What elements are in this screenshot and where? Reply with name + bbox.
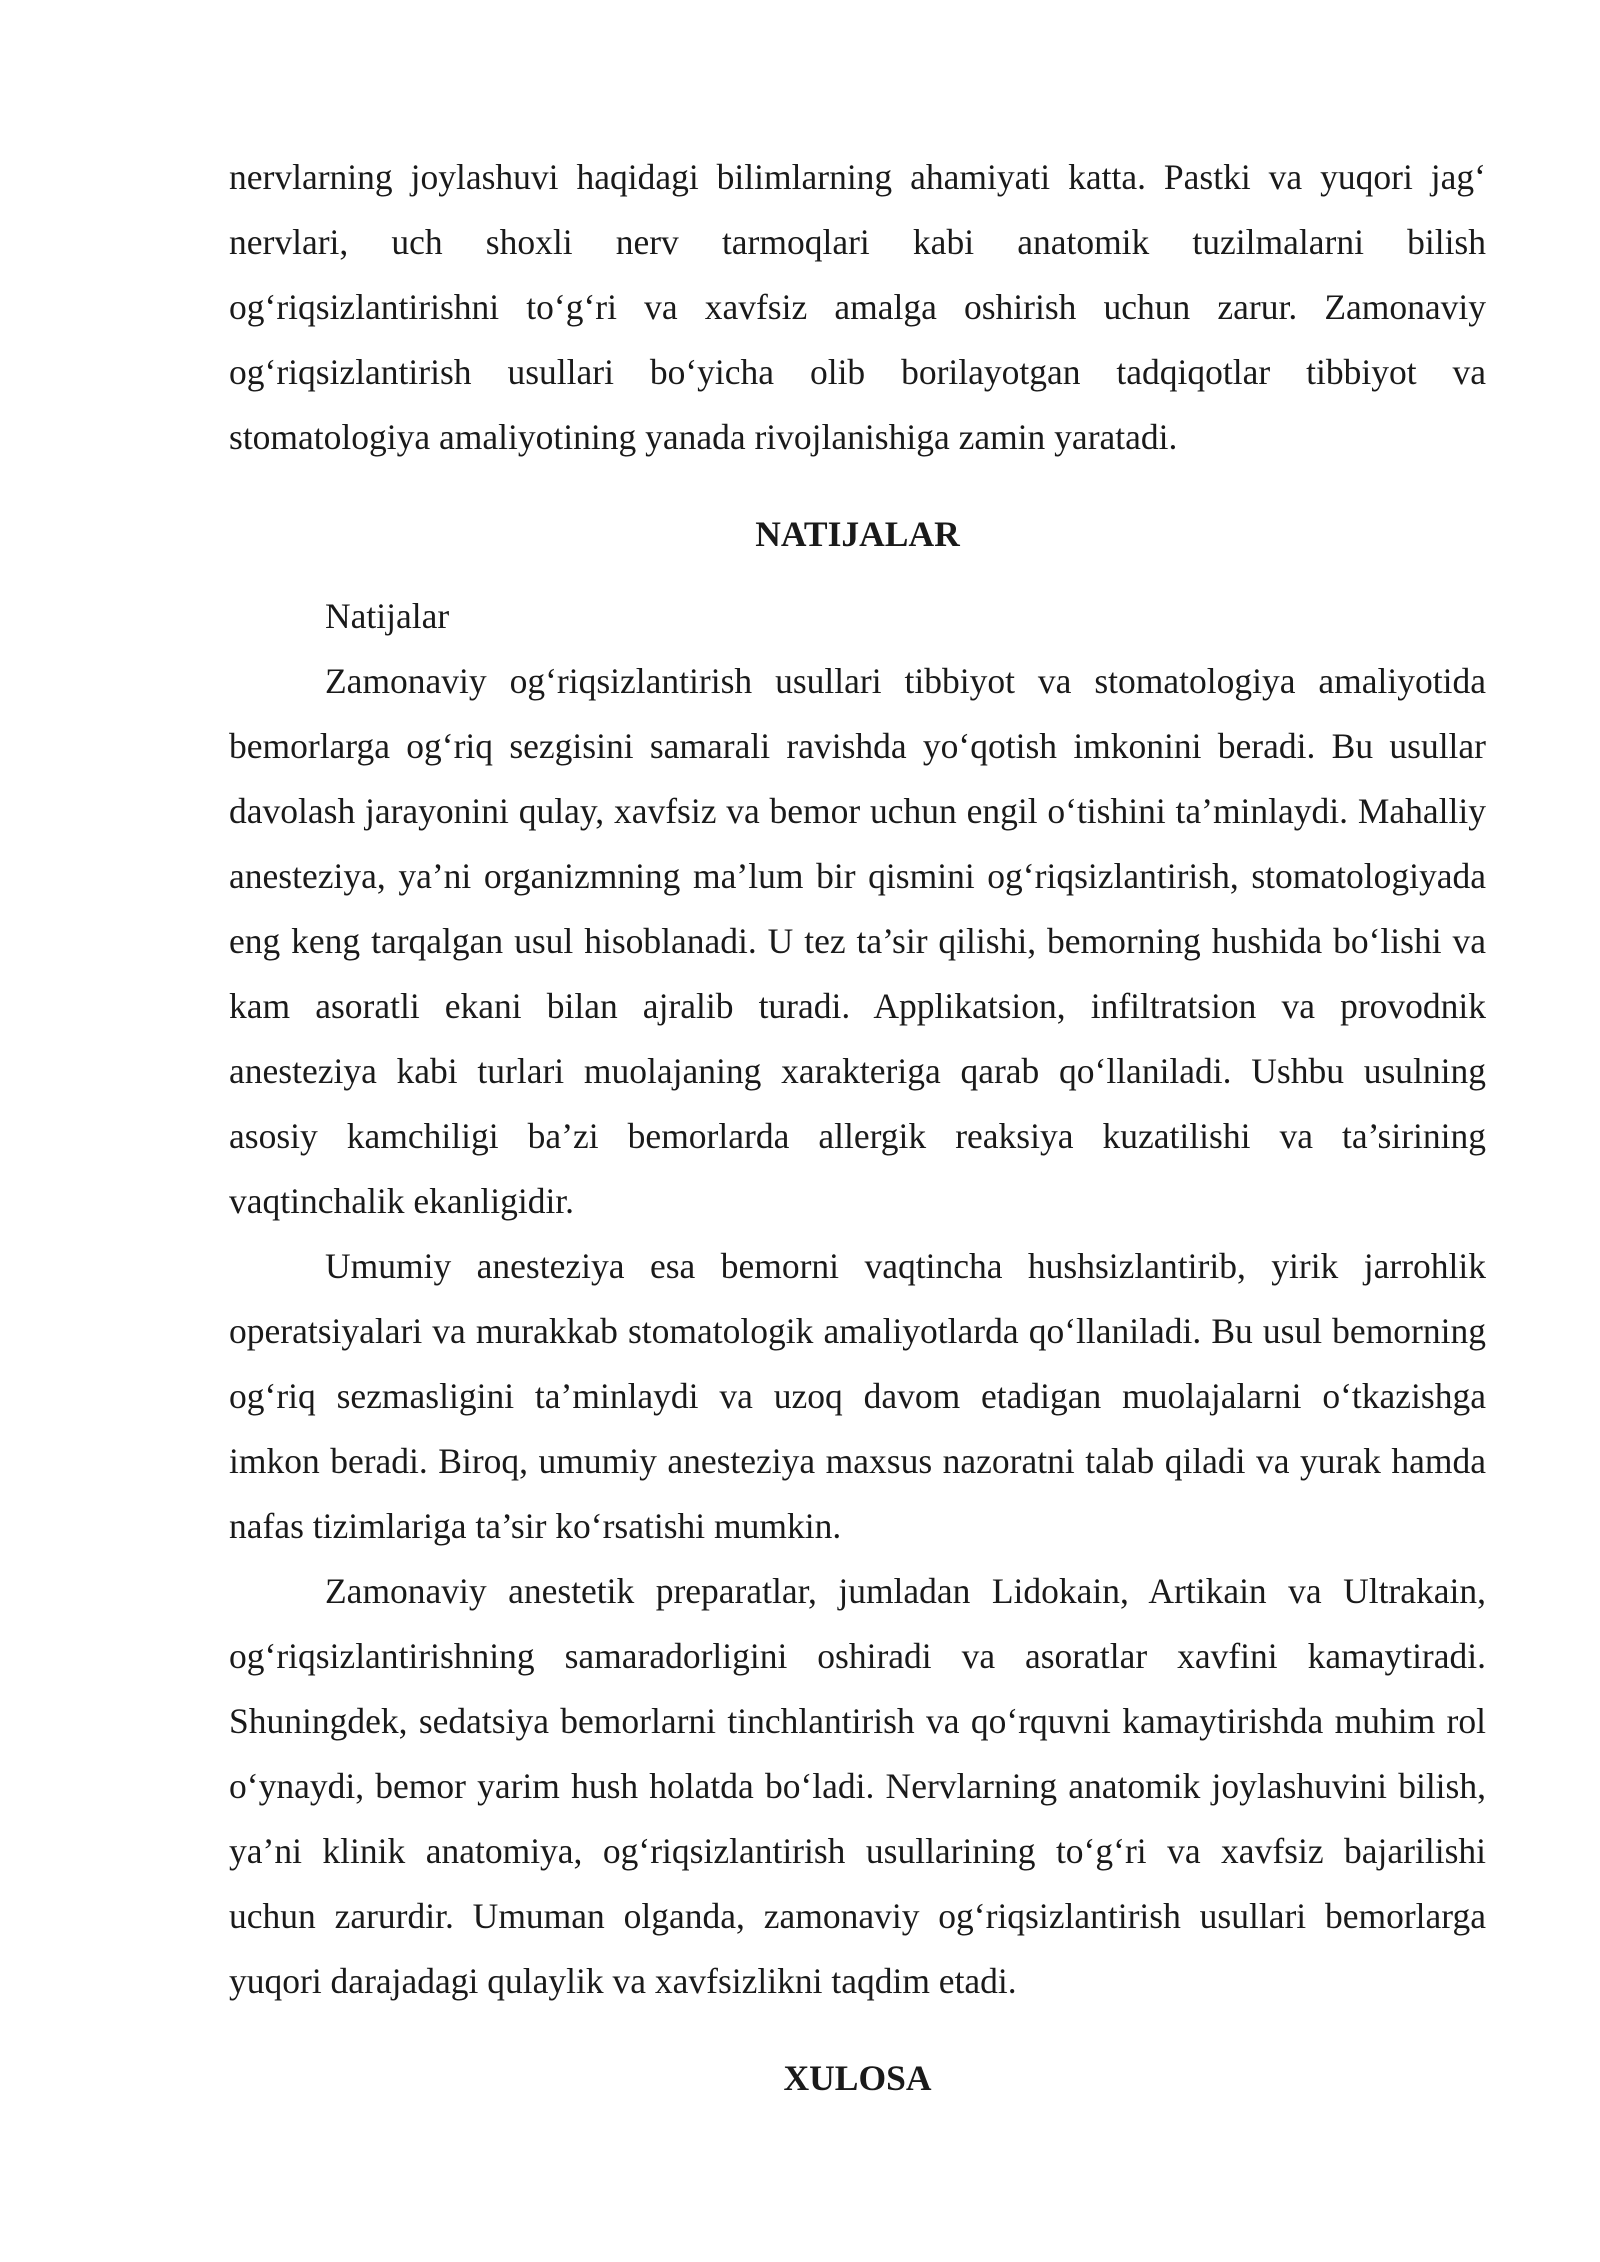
conclusion-heading: XULOSA [783, 2058, 932, 2098]
results-paragraph-1: Zamonaviy og‘riqsizlantirish usullari tibbiyot va stomatologiya amaliyotida bemorlarga og‘riq sezgisini samarali ravishda yo‘qotish imkonini beradi. Bu usullar davolash jarayonini qulay, xavfsiz va bemor uchun engil o‘tishini ta’minlaydi. Mahalliy anesteziya, ya’ni organizmning ma’lum bir qismini og‘riqsizlantirish, stomatologiyada eng keng tarqalgan usul hisoblanadi. U tez ta’sir qilishi, bemorning hushida bo‘lishi va kam asoratli ekani bilan ajralib turadi. Applikatsion, infiltratsion va provodnik anesteziya kabi turlari muolajaning xarakteriga qarab qo‘llaniladi. Ushbu usulning asosiy kamchiligi ba’zi bemorlarda allergik reaksiya kuzatilishi va ta’sirining vaqtinchalik ekanligidir. [229, 661, 1486, 1221]
results-paragraph-3: Zamonaviy anestetik preparatlar, jumladan Lidokain, Artikain va Ultrakain, og‘riqsizlantirishning samaradorligini oshiradi va asoratlar xavfini kamaytiradi. Shuningdek, sedatsiya bemorlarni tinchlantirish va qo‘rquvni kamaytirishda muhim rol o‘ynaydi, bemor yarim hush holatda bo‘ladi. Nervlarning anatomik joylashuvini bilish, ya’ni klinik anatomiya, og‘riqsizlantirish usullarining to‘g‘ri va xavfsiz bajarilishi uchun zarurdir. Umuman olganda, zamonaviy og‘riqsizlantirish usullari bemorlarga yuqori darajadagi qulaylik va xavfsizlikni taqdim etadi. [229, 1571, 1486, 2001]
results-heading: NATIJALAR [755, 514, 960, 554]
intro-paragraph: nervlarning joylashuvi haqidagi bilimlarning ahamiyati katta. Pastki va yuqori jag‘ nervlari, uch shoxli nerv tarmoqlari kabi anatomik tuzilmalarni bilish og‘riqsizlantirishni to‘g‘ri va xavfsiz amalga oshirish uchun zarur. Zamonaviy og‘riqsizlantirish usullari bo‘yicha olib borilayotgan tadqiqotlar tibbiyot va stomatologiya amaliyotining yanada rivojlanishiga zamin yaratadi. [229, 157, 1486, 457]
results-subheading: Natijalar [325, 596, 450, 636]
results-paragraph-2: Umumiy anesteziya esa bemorni vaqtincha hushsizlantirib, yirik jarrohlik operatsiyalari va murakkab stomatologik amaliyotlarda qo‘llaniladi. Bu usul bemorning og‘riq sezmasligini ta’minlaydi va uzoq davom etadigan muolajalarni o‘tkazishga imkon beradi. Biroq, umumiy anesteziya maxsus nazoratni talab qiladi va yurak hamda nafas tizimlariga ta’sir ko‘rsatishi mumkin. [229, 1246, 1486, 1546]
document-page [229, 145, 1486, 2111]
